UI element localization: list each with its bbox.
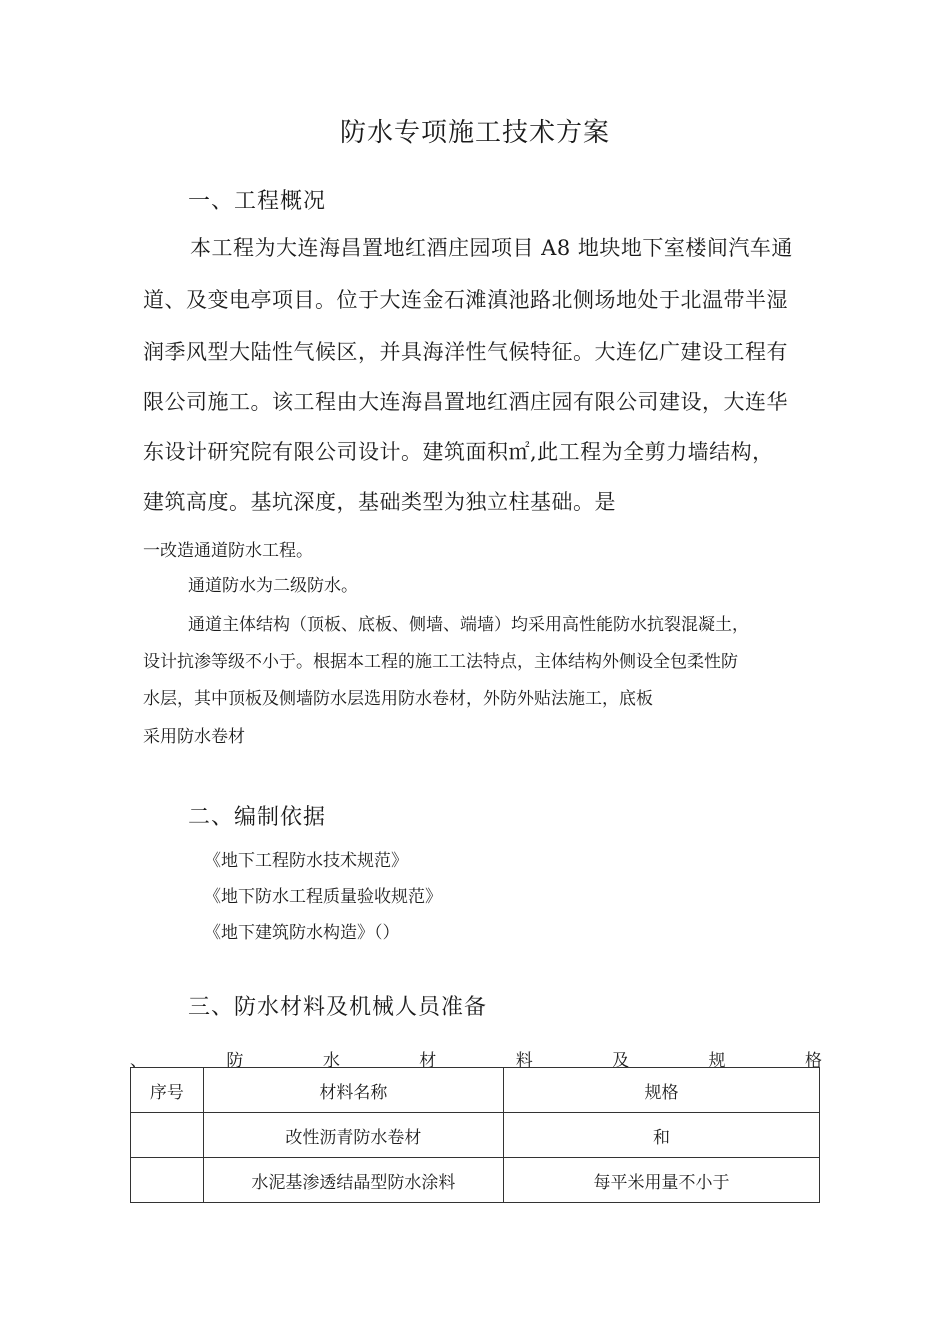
materials-table (130, 1067, 820, 1203)
table-cell: 改性沥青防水卷材 (203, 1113, 503, 1158)
paragraph-line: 设计抗渗等级不小于。根据本工程的施工工法特点，主体结构外侧设全包柔性防 (143, 652, 738, 672)
paragraph-line: 润季风型大陆性气候区，并具海洋性气候特征。大连亿广建设工程有 (143, 340, 788, 364)
table-cell: 和 (503, 1113, 819, 1158)
reference-item: 《地下防水工程质量验收规范》 (204, 887, 442, 907)
table-row (131, 1158, 820, 1203)
section-heading-materials: 三、防水材料及机械人员准备 (188, 995, 488, 1020)
column-header: 序号 (131, 1068, 204, 1113)
column-header: 规格 (503, 1068, 819, 1113)
spread-char: 、 (130, 1051, 147, 1071)
table-cell: 每平米用量不小于 (503, 1158, 819, 1203)
paragraph-line: 水层，其中顶板及侧墙防水层选用防水卷材，外防外贴法施工，底板 (143, 689, 653, 709)
paragraph-line: 建筑高度。基坑深度，基础类型为独立柱基础。是 (143, 490, 616, 514)
section-heading-basis: 二、编制依据 (188, 805, 327, 830)
table-cell (131, 1113, 204, 1158)
spread-char: 水 (322, 1051, 340, 1071)
table-cell: 水泥基渗透结晶型防水涂料 (203, 1158, 503, 1203)
paragraph-line: 限公司施工。该工程由大连海昌置地红酒庄园有限公司建设，大连华 (143, 390, 788, 414)
spread-char: 格 (804, 1051, 822, 1071)
paragraph-line: 通道防水为二级防水。 (188, 576, 358, 596)
table-header-row (131, 1068, 820, 1113)
paragraph-line: 采用防水卷材 (143, 727, 245, 747)
reference-item: 《地下工程防水技术规范》 (204, 851, 408, 871)
paragraph-line: 通道主体结构（顶板、底板、侧墙、端墙）均采用高性能防水抗裂混凝土， (188, 615, 749, 635)
table-row (131, 1113, 820, 1158)
table-cell (131, 1158, 204, 1203)
paragraph-line: 东设计研究院有限公司设计。建筑面积㎡,此工程为全剪力墙结构， (143, 440, 774, 464)
spread-char: 料 (515, 1051, 533, 1071)
reference-item: 《地下建筑防水构造》（） (204, 923, 400, 943)
spread-char: 防 (226, 1051, 244, 1071)
paragraph-line: 一改造通道防水工程。 (143, 541, 313, 561)
spread-char: 及 (612, 1051, 630, 1071)
column-header: 材料名称 (203, 1068, 503, 1113)
paragraph-line: 道、及变电亭项目。位于大连金石滩滇池路北侧场地处于北温带半湿 (143, 288, 788, 312)
spread-char: 材 (419, 1051, 437, 1071)
section-heading-overview: 一、工程概况 (188, 189, 327, 214)
page-title: 防水专项施工技术方案 (339, 118, 610, 148)
spread-char: 规 (708, 1051, 726, 1071)
paragraph-line: 本工程为大连海昌置地红酒庄园项目 A8 地块地下室楼间汽车通 (190, 236, 793, 260)
